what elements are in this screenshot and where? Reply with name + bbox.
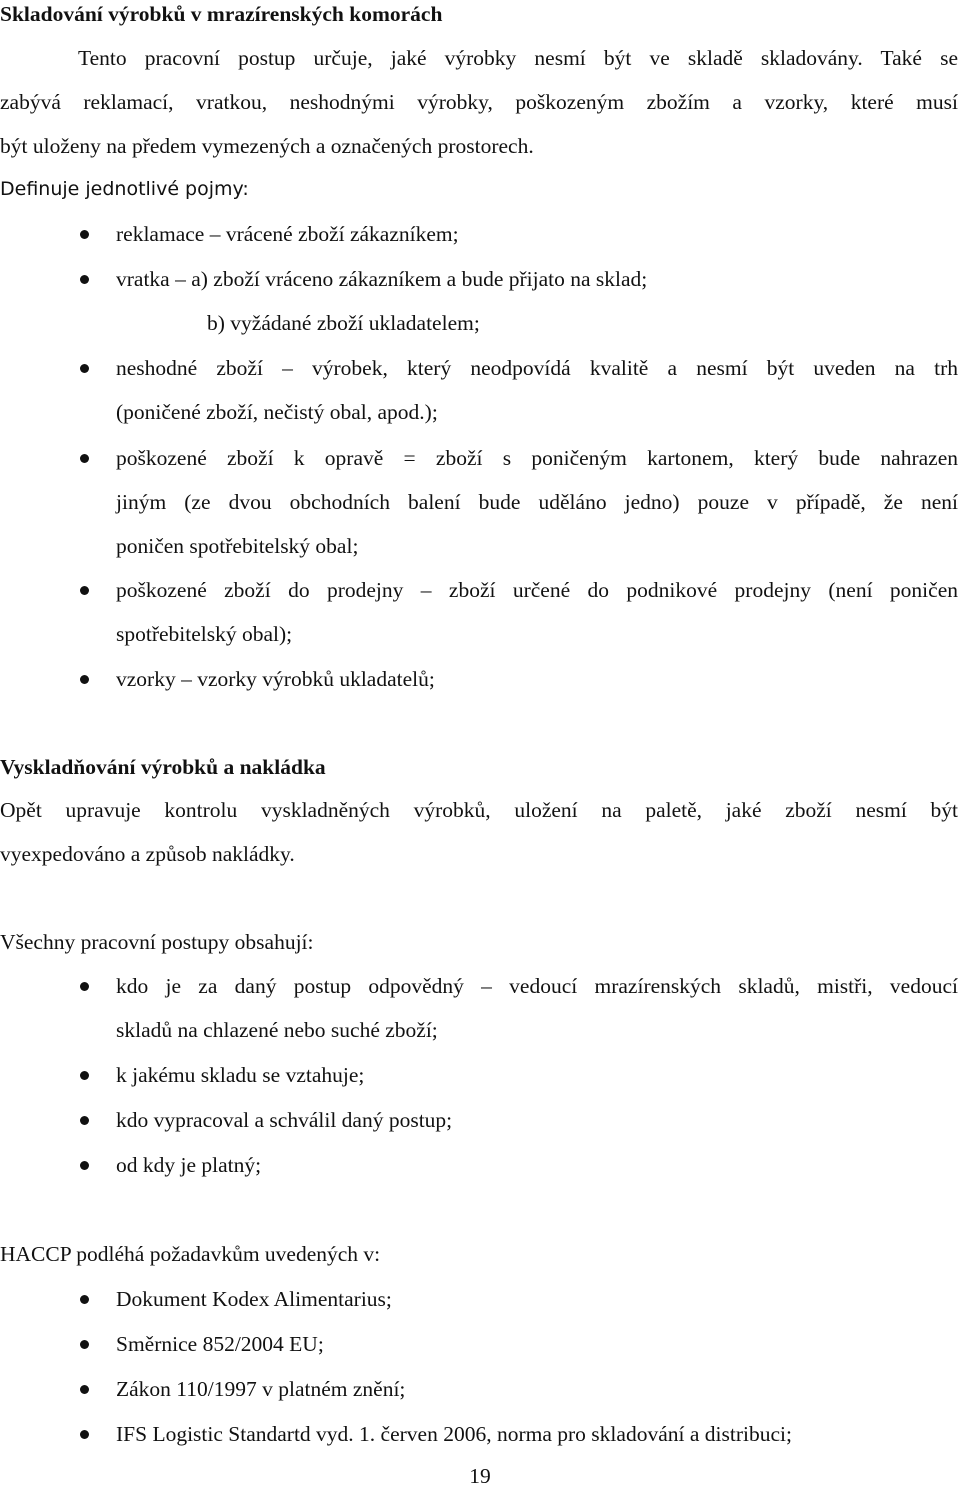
list-item: k jakému skladu se vztahuje;	[116, 1063, 365, 1087]
definitions-label: Definuje jednotlivé pojmy:	[0, 178, 249, 200]
bullet-icon	[80, 1116, 89, 1125]
bullet-icon	[80, 982, 89, 991]
list-item-continuation: jiným (ze dvou obchodních balení bude uděláno jedno) pouze v případě, že není	[116, 490, 958, 514]
list-item: poškozené zboží k opravě = zboží s poničeným kartonem, který bude nahrazen	[116, 446, 958, 470]
paragraph-text: Tento pracovní postup určuje, jaké výrobky nesmí být ve skladě skladovány. Také se	[78, 46, 958, 70]
procedures-label: Všechny pracovní postupy obsahují:	[0, 930, 314, 954]
page-number: 19	[469, 1464, 491, 1488]
paragraph-line: zabývá reklamací, vratkou, neshodnými výrobky, poškozeným zbožím a vzorky, které musí	[0, 90, 958, 114]
list-item: vratka – a) zboží vráceno zákazníkem a bude přijato na sklad;	[116, 267, 648, 291]
bullet-icon	[80, 364, 89, 373]
bullet-icon	[80, 275, 89, 284]
list-item: kdo vypracoval a schválil daný postup;	[116, 1108, 453, 1132]
list-item: Zákon 110/1997 v platném znění;	[116, 1377, 406, 1401]
bullet-icon	[80, 454, 89, 463]
list-item: IFS Logistic Standartd vyd. 1. červen 2006, norma pro skladování a distribuci;	[116, 1422, 792, 1446]
bullet-icon	[80, 1071, 89, 1080]
paragraph-line: Opět upravuje kontrolu vyskladněných výrobků, uložení na paletě, jaké zboží nesmí být	[0, 798, 958, 822]
bullet-icon	[80, 675, 89, 684]
list-item: vzorky – vzorky výrobků ukladatelů;	[116, 667, 435, 691]
paragraph-line	[0, 48, 958, 70]
bullet-icon	[80, 1295, 89, 1304]
list-item: poškozené zboží do prodejny – zboží určené do podnikové prodejny (není poničen	[116, 578, 958, 602]
list-item: reklamace – vrácené zboží zákazníkem;	[116, 222, 459, 246]
list-item-continuation: spotřebitelský obal);	[116, 622, 293, 646]
list-item-continuation: poničen spotřebitelský obal;	[116, 534, 359, 558]
list-item: Směrnice 852/2004 EU;	[116, 1332, 324, 1356]
list-item: neshodné zboží – výrobek, který neodpovídá kvalitě a nesmí být uveden na trh	[116, 356, 958, 380]
bullet-icon	[80, 230, 89, 239]
list-item-continuation: (poničené zboží, nečistý obal, apod.);	[116, 400, 438, 424]
section-heading-dispatch: Vyskladňování výrobků a nakládka	[0, 755, 326, 779]
section-heading-storage: Skladování výrobků v mrazírenských komorách	[0, 2, 443, 26]
list-item: Dokument Kodex Alimentarius;	[116, 1287, 392, 1311]
list-item-continuation: skladů na chlazené nebo suché zboží;	[116, 1018, 438, 1042]
haccp-label: HACCP podléhá požadavkům uvedených v:	[0, 1242, 381, 1266]
bullet-icon	[80, 1340, 89, 1349]
bullet-icon	[80, 1161, 89, 1170]
paragraph-line: vyexpedováno a způsob nakládky.	[0, 842, 295, 866]
bullet-icon	[80, 1430, 89, 1439]
bullet-icon	[80, 1385, 89, 1394]
paragraph-line: být uloženy na předem vymezených a označených prostorech.	[0, 134, 534, 158]
list-item: od kdy je platný;	[116, 1153, 262, 1177]
bullet-icon	[80, 586, 89, 595]
list-item-continuation: b) vyžádané zboží ukladatelem;	[207, 311, 480, 335]
list-item: kdo je za daný postup odpovědný – vedoucí mrazírenských skladů, mistři, vedoucí	[116, 974, 958, 998]
